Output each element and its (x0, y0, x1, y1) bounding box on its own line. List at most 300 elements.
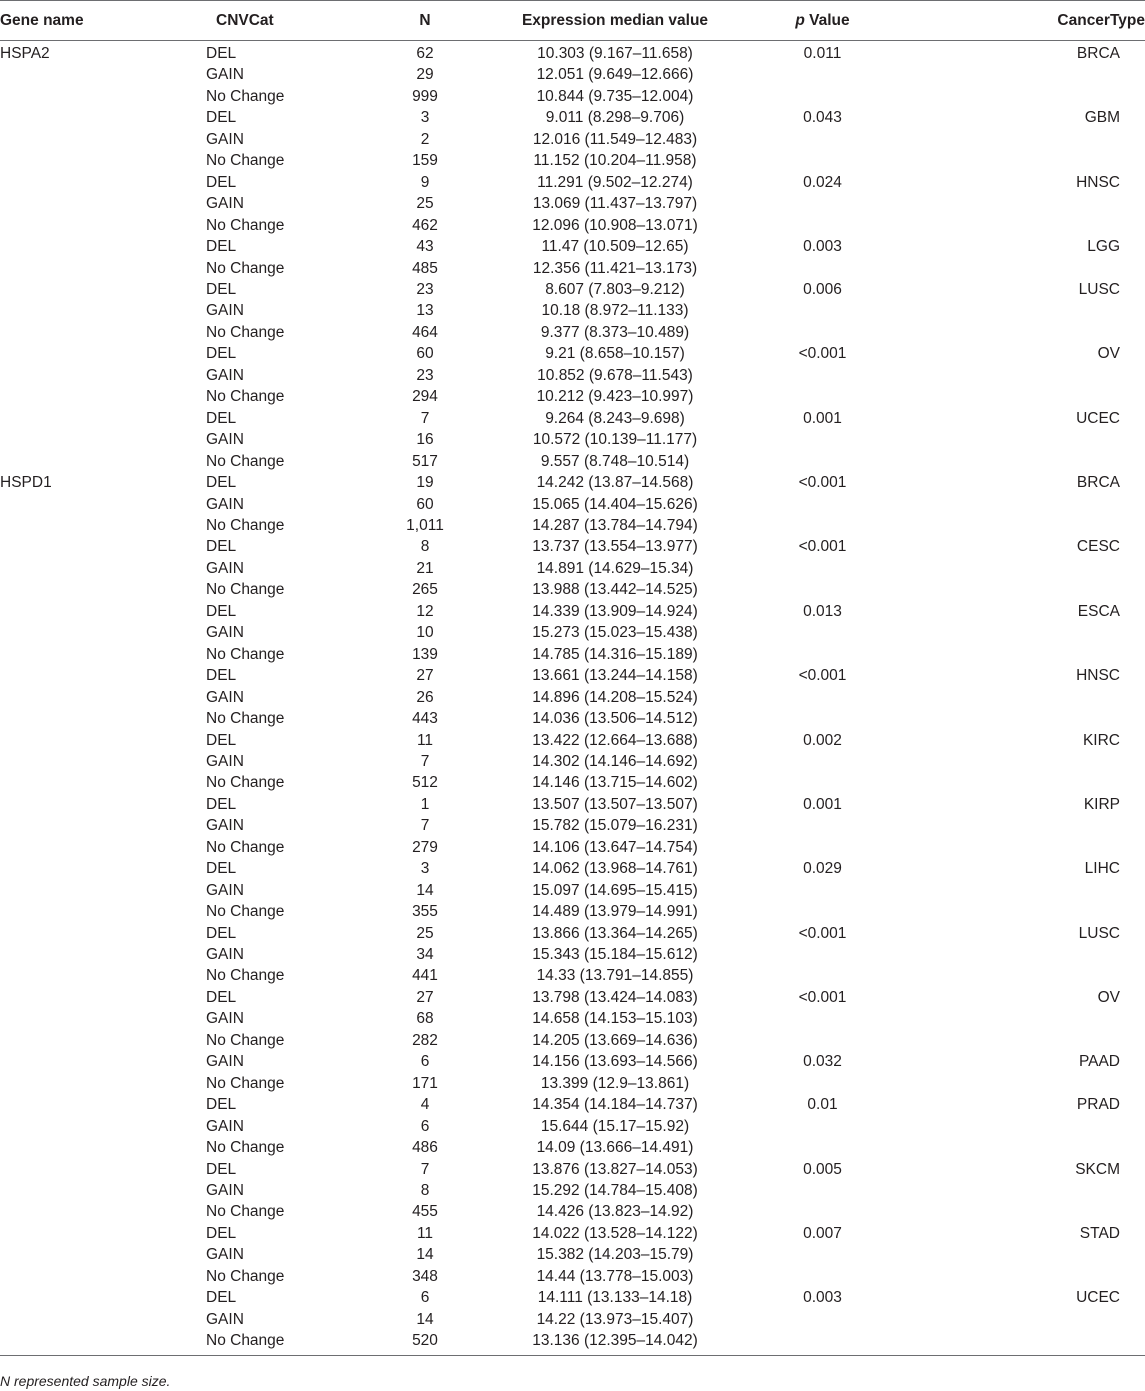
cell-p-value (735, 365, 910, 386)
cell-gene-name (0, 150, 203, 171)
cell-gene-name (0, 1116, 203, 1137)
cell-cancer-type (910, 880, 1145, 901)
cell-cancer-type: KIRC (1082, 731, 1120, 749)
cell-expression: 14.426 (13.823–14.92) (536, 1203, 694, 1221)
cell-gene-name (0, 451, 203, 472)
cell-p-value (735, 579, 910, 600)
cell-n: 27 (416, 667, 434, 685)
cell-cnvcat: DEL (206, 860, 237, 878)
cell-expression: 13.507 (13.507–13.507) (532, 795, 698, 813)
cell-n: 16 (416, 431, 434, 449)
cell-cnvcat: DEL (206, 280, 237, 298)
cell-expression: 13.798 (13.424–14.083) (532, 988, 698, 1006)
cell-p-value (735, 1180, 910, 1201)
cell-n: 279 (412, 838, 438, 856)
cell-gene-name (0, 923, 203, 944)
cell-cancer-type: LUSC (1078, 280, 1120, 298)
table-row (0, 1051, 1145, 1072)
cell-p-value (735, 1309, 910, 1330)
cell-cancer-type (910, 579, 1145, 600)
cell-cnvcat: No Change (206, 1074, 285, 1092)
cell-expression: 13.069 (11.437–13.797) (532, 195, 698, 213)
cell-n: 512 (412, 774, 438, 792)
table-row (0, 408, 1145, 429)
cell-cnvcat: DEL (206, 1096, 237, 1114)
cell-cancer-type (910, 1116, 1145, 1137)
table-row (0, 1287, 1145, 1308)
cell-n: 265 (412, 581, 438, 599)
cell-expression: 15.065 (14.404–15.626) (532, 495, 698, 513)
cell-cnvcat: No Change (206, 1267, 285, 1285)
cell-gene-name (0, 86, 203, 107)
cell-expression: 14.106 (13.647–14.754) (532, 838, 698, 856)
table-row (0, 343, 1145, 364)
cell-expression: 15.644 (15.17–15.92) (540, 1117, 690, 1135)
cell-n: 26 (416, 688, 434, 706)
cell-expression: 14.658 (14.153–15.103) (532, 1010, 698, 1028)
cell-expression: 14.062 (13.968–14.761) (532, 860, 698, 878)
cell-p-value (735, 880, 910, 901)
cell-cancer-type (910, 622, 1145, 643)
table-row (0, 236, 1145, 257)
cell-cnvcat: GAIN (206, 130, 244, 148)
cell-p-value (735, 687, 910, 708)
table-row (0, 923, 1145, 944)
table-row (0, 730, 1145, 751)
cell-cnvcat: GAIN (206, 195, 244, 213)
cell-cnvcat: GAIN (206, 688, 244, 706)
cell-cancer-type: CESC (1076, 538, 1120, 556)
cell-cancer-type (910, 708, 1145, 729)
cell-gene-name (0, 258, 203, 279)
cell-cancer-type: BRCA (1076, 474, 1120, 492)
cell-p-value (735, 451, 910, 472)
cell-gene-name (0, 300, 203, 321)
table-row (0, 880, 1145, 901)
cell-expression: 14.891 (14.629–15.34) (536, 559, 694, 577)
cell-n: 159 (412, 152, 438, 170)
cell-cancer-type (910, 751, 1145, 772)
cell-n: 171 (412, 1074, 438, 1092)
cell-cancer-type (910, 644, 1145, 665)
cell-expression: 9.557 (8.748–10.514) (540, 452, 690, 470)
cell-expression: 14.205 (13.669–14.636) (532, 1031, 698, 1049)
cell-cnvcat: No Change (206, 710, 285, 728)
table-row (0, 386, 1145, 407)
cell-expression: 15.782 (15.079–16.231) (532, 817, 698, 835)
table-row (0, 1309, 1145, 1330)
cell-cancer-type: ESCA (1077, 602, 1120, 620)
table-row (0, 494, 1145, 515)
cell-cancer-type (910, 215, 1145, 236)
cell-cancer-type (910, 687, 1145, 708)
cell-gene-name: HSPA2 (0, 45, 50, 62)
cell-cnvcat: GAIN (206, 1010, 244, 1028)
cell-cancer-type: UCEC (1076, 1289, 1120, 1307)
cell-n: 34 (416, 946, 434, 964)
cell-expression: 12.356 (11.421–13.173) (532, 259, 698, 277)
cell-cnvcat: DEL (206, 924, 237, 942)
cell-cnvcat: GAIN (206, 752, 244, 770)
cell-n: 486 (412, 1139, 438, 1157)
table-row (0, 965, 1145, 986)
cell-cnvcat: GAIN (206, 881, 244, 899)
table-row (0, 1180, 1145, 1201)
cell-cnvcat: GAIN (206, 1246, 244, 1264)
cell-p-value (735, 1030, 910, 1051)
cell-n: 25 (416, 195, 434, 213)
cell-cancer-type (910, 1244, 1145, 1265)
cell-gene-name (0, 386, 203, 407)
cell-gene-name (0, 751, 203, 772)
cell-gene-name (0, 215, 203, 236)
cell-p-value (735, 644, 910, 665)
cell-p-value (735, 515, 910, 536)
cell-n: 43 (416, 238, 434, 256)
cell-gene-name (0, 1030, 203, 1051)
cell-cancer-type (910, 901, 1145, 922)
table-row (0, 665, 1145, 686)
table-header (0, 1, 1145, 41)
cell-cancer-type: BRCA (1076, 45, 1120, 62)
table-row (0, 129, 1145, 150)
table-row (0, 300, 1145, 321)
table-row (0, 1159, 1145, 1180)
cell-p-value (735, 494, 910, 515)
header-p-italic: p (795, 11, 805, 29)
cell-n: 3 (420, 860, 430, 878)
cell-gene-name (0, 644, 203, 665)
cell-cancer-type (910, 129, 1145, 150)
cell-cancer-type: KIRP (1083, 795, 1120, 813)
table-row (0, 794, 1145, 815)
cell-n: 1,011 (406, 516, 444, 534)
cell-cancer-type (910, 451, 1145, 472)
cell-gene-name (0, 64, 203, 85)
table-row (0, 172, 1145, 193)
cell-expression: 9.21 (8.658–10.157) (545, 345, 685, 363)
cell-gene-name (0, 365, 203, 386)
table-row (0, 64, 1145, 85)
cell-cancer-type (910, 193, 1145, 214)
table-row (0, 536, 1145, 557)
cell-n: 11 (416, 731, 434, 749)
cell-expression: 14.242 (13.87–14.568) (536, 474, 694, 492)
cell-n: 7 (420, 1160, 430, 1178)
cell-p-value: 0.043 (803, 109, 842, 127)
table-row (0, 837, 1145, 858)
table-row (0, 1137, 1145, 1158)
cell-expression: 9.377 (8.373–10.489) (540, 323, 690, 341)
cell-n: 6 (420, 1289, 430, 1307)
cell-p-value (735, 1008, 910, 1029)
cell-p-value (735, 965, 910, 986)
cell-cancer-type (910, 558, 1145, 579)
table-row (0, 215, 1145, 236)
cell-cnvcat: No Change (206, 452, 285, 470)
cell-gene-name (0, 172, 203, 193)
cell-cancer-type (910, 515, 1145, 536)
cell-p-value (735, 815, 910, 836)
cell-p-value: <0.001 (798, 474, 847, 492)
cell-p-value: 0.002 (803, 731, 842, 749)
cell-cancer-type (910, 150, 1145, 171)
cell-expression: 8.607 (7.803–9.212) (545, 280, 685, 298)
cell-cancer-type (910, 1137, 1145, 1158)
cell-n: 485 (412, 259, 438, 277)
header-p-rest: Value (804, 11, 850, 29)
cell-expression: 10.18 (8.972–11.133) (541, 302, 689, 320)
cell-cancer-type (910, 86, 1145, 107)
table-row (0, 472, 1145, 493)
cell-n: 294 (412, 388, 438, 406)
cell-expression: 13.988 (13.442–14.525) (532, 581, 698, 599)
cell-n: 3 (420, 109, 430, 127)
cell-expression: 11.291 (9.502–12.274) (537, 173, 693, 191)
cell-p-value: 0.032 (803, 1053, 842, 1071)
cell-gene-name (0, 1223, 203, 1244)
table-row (0, 258, 1145, 279)
table-row (0, 515, 1145, 536)
cell-cnvcat: GAIN (206, 1053, 244, 1071)
cell-n: 464 (412, 323, 438, 341)
cell-p-value: 0.01 (807, 1096, 838, 1114)
cell-p-value (735, 429, 910, 450)
cell-expression: 9.264 (8.243–9.698) (545, 409, 685, 427)
table-row (0, 815, 1145, 836)
cell-gene-name (0, 343, 203, 364)
cell-p-value (735, 622, 910, 643)
cell-p-value (735, 1244, 910, 1265)
cell-cnvcat: GAIN (206, 431, 244, 449)
cell-cnvcat: DEL (206, 795, 237, 813)
cell-cnvcat: GAIN (206, 817, 244, 835)
cell-cancer-type (910, 1073, 1145, 1094)
cell-expression: 14.09 (13.666–14.491) (536, 1139, 694, 1157)
cell-p-value: 0.011 (803, 45, 842, 62)
table-row (0, 86, 1145, 107)
cell-cancer-type (910, 494, 1145, 515)
cell-cnvcat: DEL (206, 345, 237, 363)
cell-gene-name (0, 901, 203, 922)
table-row (0, 558, 1145, 579)
cell-expression: 10.212 (9.423–10.997) (536, 388, 694, 406)
cell-gene-name (0, 494, 203, 515)
table-row (0, 687, 1145, 708)
table-row (0, 1244, 1145, 1265)
cell-cancer-type (910, 1330, 1145, 1355)
cell-cnvcat: GAIN (206, 1182, 244, 1200)
cell-cnvcat: DEL (206, 602, 237, 620)
cell-n: 520 (355, 1330, 495, 1355)
cell-gene-name (0, 687, 203, 708)
cell-cnvcat: DEL (206, 667, 237, 685)
cell-n: 7 (420, 817, 430, 835)
cell-gene-name (0, 601, 203, 622)
table-body (0, 41, 1145, 1356)
cell-cnvcat: No Change (206, 903, 285, 921)
cell-n: 1 (420, 795, 430, 813)
cell-expression: 12.016 (11.549–12.483) (532, 130, 698, 148)
cell-n: 999 (412, 87, 438, 105)
cell-gene-name (0, 107, 203, 128)
cell-n: 68 (416, 1010, 434, 1028)
cell-expression: 12.096 (10.908–13.071) (532, 216, 698, 234)
cell-expression: 14.22 (13.973–15.407) (536, 1310, 694, 1328)
cell-gene-name (0, 965, 203, 986)
cell-gene-name (0, 1330, 203, 1355)
table-row (0, 579, 1145, 600)
table-row (0, 901, 1145, 922)
cell-cancer-type (910, 429, 1145, 450)
cell-expression: 15.343 (15.184–15.612) (532, 946, 698, 964)
cell-gene-name (0, 1137, 203, 1158)
cell-n: 4 (420, 1096, 430, 1114)
table-row (0, 1094, 1145, 1115)
cell-p-value (735, 258, 910, 279)
cell-n: 2 (420, 130, 430, 148)
cell-cnvcat: No Change (206, 259, 285, 277)
cell-cnvcat: No Change (206, 323, 285, 341)
cell-cancer-type (910, 772, 1145, 793)
cell-cnvcat: No Change (206, 1139, 285, 1157)
cell-n: 25 (416, 924, 434, 942)
cell-gene-name (0, 794, 203, 815)
cell-cnvcat: DEL (206, 45, 237, 62)
cell-expression: 13.737 (13.554–13.977) (532, 538, 698, 556)
cell-p-value (735, 129, 910, 150)
cell-p-value (735, 193, 910, 214)
cell-expression: 11.47 (10.509–12.65) (541, 238, 689, 256)
cell-p-value (735, 1137, 910, 1158)
cell-n: 443 (412, 710, 438, 728)
cell-gene-name (0, 193, 203, 214)
cell-cancer-type: LUSC (1078, 924, 1120, 942)
cell-cnvcat: DEL (206, 474, 237, 492)
cell-cnvcat: No Change (206, 1031, 285, 1049)
cell-n: 12 (416, 602, 434, 620)
cell-gene-name (0, 1244, 203, 1265)
table-row (0, 279, 1145, 300)
cell-cnvcat: GAIN (206, 559, 244, 577)
cell-gene-name (0, 837, 203, 858)
cell-gene-name (0, 515, 203, 536)
cell-n: 62 (416, 45, 434, 62)
cell-gene-name (0, 408, 203, 429)
cell-n: 6 (420, 1117, 430, 1135)
cell-p-value: 0.024 (803, 173, 842, 191)
cell-cnvcat: GAIN (206, 1310, 244, 1328)
cell-cnvcat: No Change (206, 388, 285, 406)
cell-p-value (735, 322, 910, 343)
cell-expression: 14.111 (13.133–14.18) (537, 1289, 693, 1307)
cell-cnvcat: GAIN (206, 66, 244, 84)
cell-gene-name: HSPD1 (0, 474, 52, 492)
cell-cancer-type (910, 322, 1145, 343)
table-row (0, 1008, 1145, 1029)
table-row (0, 107, 1145, 128)
cell-cancer-type (910, 258, 1145, 279)
cell-cancer-type: HNSC (1076, 667, 1120, 685)
cell-expression: 15.292 (14.784–15.408) (532, 1182, 698, 1200)
cell-expression: 14.022 (13.528–14.122) (532, 1224, 698, 1242)
header-gene-name: Gene name (0, 1, 203, 41)
cell-gene-name (0, 815, 203, 836)
table-row (0, 1330, 1145, 1355)
header-expression-median: Expression median value (495, 1, 735, 41)
cell-gene-name (0, 1008, 203, 1029)
cell-gene-name (0, 1094, 203, 1115)
cell-cancer-type (910, 1008, 1145, 1029)
cell-p-value (735, 1266, 910, 1287)
cell-cancer-type: OV (1097, 988, 1120, 1006)
cell-n: 29 (416, 66, 434, 84)
cell-cnvcat: No Change (206, 1203, 285, 1221)
cell-expression: 13.136 (12.395–14.042) (495, 1330, 735, 1355)
cell-expression: 14.287 (13.784–14.794) (532, 516, 698, 534)
cell-cancer-type: SKCM (1075, 1160, 1120, 1178)
cell-n: 13 (416, 302, 434, 320)
cell-cancer-type: STAD (1079, 1224, 1120, 1242)
cell-p-value: <0.001 (798, 924, 847, 942)
table-row (0, 1201, 1145, 1222)
cell-gene-name (0, 1159, 203, 1180)
cell-expression: 14.489 (13.979–14.991) (532, 903, 698, 921)
cell-cnvcat: DEL (206, 731, 237, 749)
table-row (0, 322, 1145, 343)
cell-cancer-type: OV (1097, 345, 1120, 363)
cell-gene-name (0, 1073, 203, 1094)
table-row (0, 150, 1145, 171)
cell-expression: 14.036 (13.506–14.512) (532, 710, 698, 728)
table-row (0, 1266, 1145, 1287)
cell-p-value: <0.001 (798, 538, 847, 556)
cell-p-value: <0.001 (798, 988, 847, 1006)
cell-cnvcat: No Change (206, 516, 285, 534)
cell-cancer-type (910, 64, 1145, 85)
cell-cancer-type: PAAD (1078, 1053, 1120, 1071)
cell-n: 23 (416, 366, 434, 384)
cell-p-value: 0.001 (803, 795, 842, 813)
cell-p-value (735, 751, 910, 772)
cell-p-value: 0.005 (803, 1160, 842, 1178)
cell-n: 14 (416, 881, 434, 899)
cell-n: 7 (420, 752, 430, 770)
cell-p-value (735, 558, 910, 579)
cell-cancer-type: PRAD (1076, 1096, 1120, 1114)
cell-cnvcat: GAIN (206, 302, 244, 320)
cell-p-value (735, 300, 910, 321)
table-row (0, 429, 1145, 450)
cell-expression: 14.785 (14.316–15.189) (532, 645, 698, 663)
cell-cancer-type (910, 1030, 1145, 1051)
cell-expression: 14.156 (13.693–14.566) (532, 1053, 698, 1071)
cell-cancer-type (910, 965, 1145, 986)
cell-expression: 14.339 (13.909–14.924) (532, 602, 698, 620)
cell-p-value (735, 837, 910, 858)
cell-cancer-type (910, 1309, 1145, 1330)
cell-n: 355 (412, 903, 438, 921)
cell-expression: 10.844 (9.735–12.004) (536, 87, 694, 105)
cell-cancer-type: UCEC (1076, 409, 1120, 427)
cell-n: 9 (420, 173, 430, 191)
cell-p-value (735, 901, 910, 922)
table-row (0, 708, 1145, 729)
cell-p-value: 0.003 (803, 238, 842, 256)
cell-gene-name (0, 1051, 203, 1072)
cell-p-value: 0.001 (803, 409, 842, 427)
cell-expression: 14.33 (13.791–14.855) (536, 967, 694, 985)
